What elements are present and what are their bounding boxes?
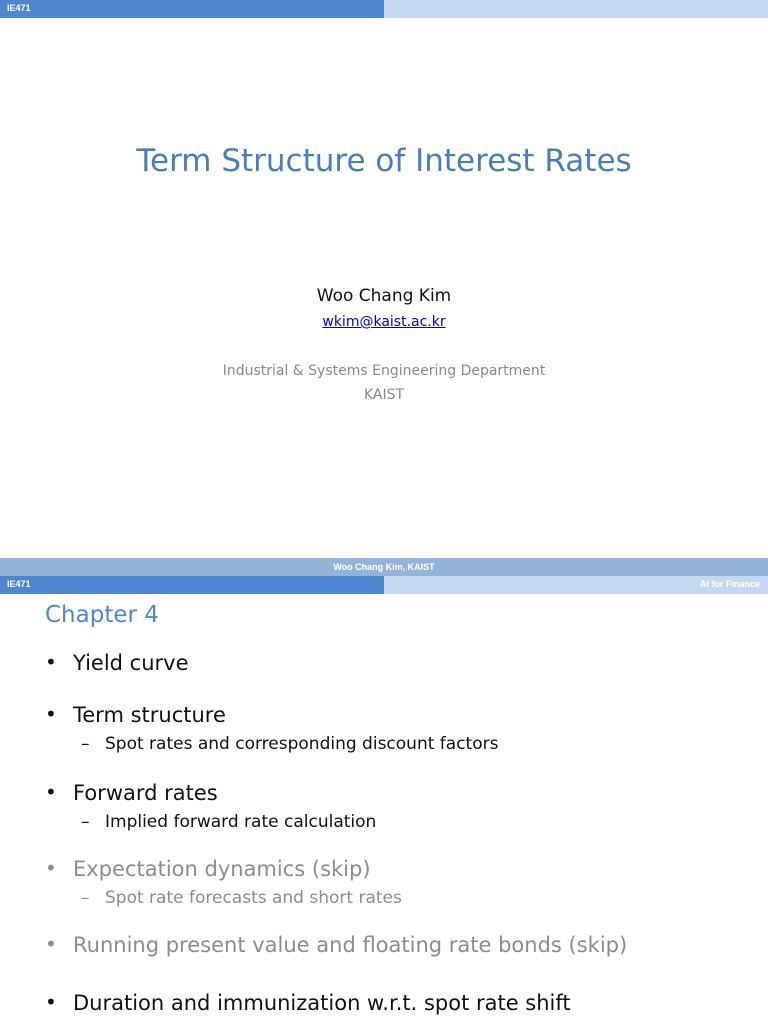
- dash-icon: –: [81, 888, 90, 908]
- subtopic-item: [81, 812, 745, 832]
- course-code: IE471: [7, 579, 31, 589]
- chapter-heading: Chapter 4: [45, 602, 159, 628]
- slide-header-bar: [0, 576, 768, 594]
- header-bar-light: [384, 0, 768, 18]
- topic-item: [45, 990, 745, 1016]
- subtopic-label: Spot rate forecasts and short rates: [105, 888, 402, 908]
- subtopic-label: Spot rates and corresponding discount factors: [105, 734, 499, 754]
- topic-label: Duration and immunization w.r.t. spot rate shift: [73, 991, 571, 1015]
- bullet-icon: •: [45, 990, 57, 1014]
- topic-item: [45, 650, 745, 676]
- author-name: Woo Chang Kim: [316, 286, 452, 306]
- institution-name: KAIST: [363, 387, 405, 403]
- topic-label: Forward rates: [73, 781, 218, 805]
- topic-item: [45, 932, 745, 958]
- topic-label: Expectation dynamics (skip): [73, 857, 371, 881]
- slide-header-bar: [0, 0, 768, 18]
- bullet-icon: •: [45, 650, 57, 674]
- slide-title: Term Structure of Interest Rates: [136, 143, 632, 179]
- header-bar-dark: [0, 576, 384, 594]
- topic-label: Term structure: [73, 703, 226, 727]
- bullet-icon: •: [45, 856, 57, 880]
- topic-label: Running present value and floating rate bonds (skip): [73, 933, 628, 957]
- subtopic-item: [81, 888, 745, 908]
- header-bar-dark: [0, 0, 384, 18]
- topic-item: [45, 702, 745, 754]
- subtopic-item: [81, 734, 745, 754]
- department-name: Industrial & Systems Engineering Department: [222, 363, 546, 379]
- dash-icon: –: [81, 734, 90, 754]
- course-code: IE471: [7, 3, 31, 13]
- course-name: AI for Finance: [699, 579, 760, 589]
- topic-item: [45, 780, 745, 832]
- bullet-icon: •: [45, 780, 57, 804]
- bullet-icon: •: [45, 702, 57, 726]
- topic-label: Yield curve: [73, 651, 189, 675]
- bullet-icon: •: [45, 932, 57, 956]
- topic-item: [45, 856, 745, 908]
- dash-icon: –: [81, 812, 90, 832]
- chapter-slide: [0, 576, 768, 1024]
- slide-footer: Woo Chang Kim, KAIST: [0, 558, 768, 576]
- topic-list: [45, 650, 745, 1016]
- author-email-link[interactable]: wkim@kaist.ac.kr: [322, 314, 446, 330]
- subtopic-label: Implied forward rate calculation: [105, 812, 377, 832]
